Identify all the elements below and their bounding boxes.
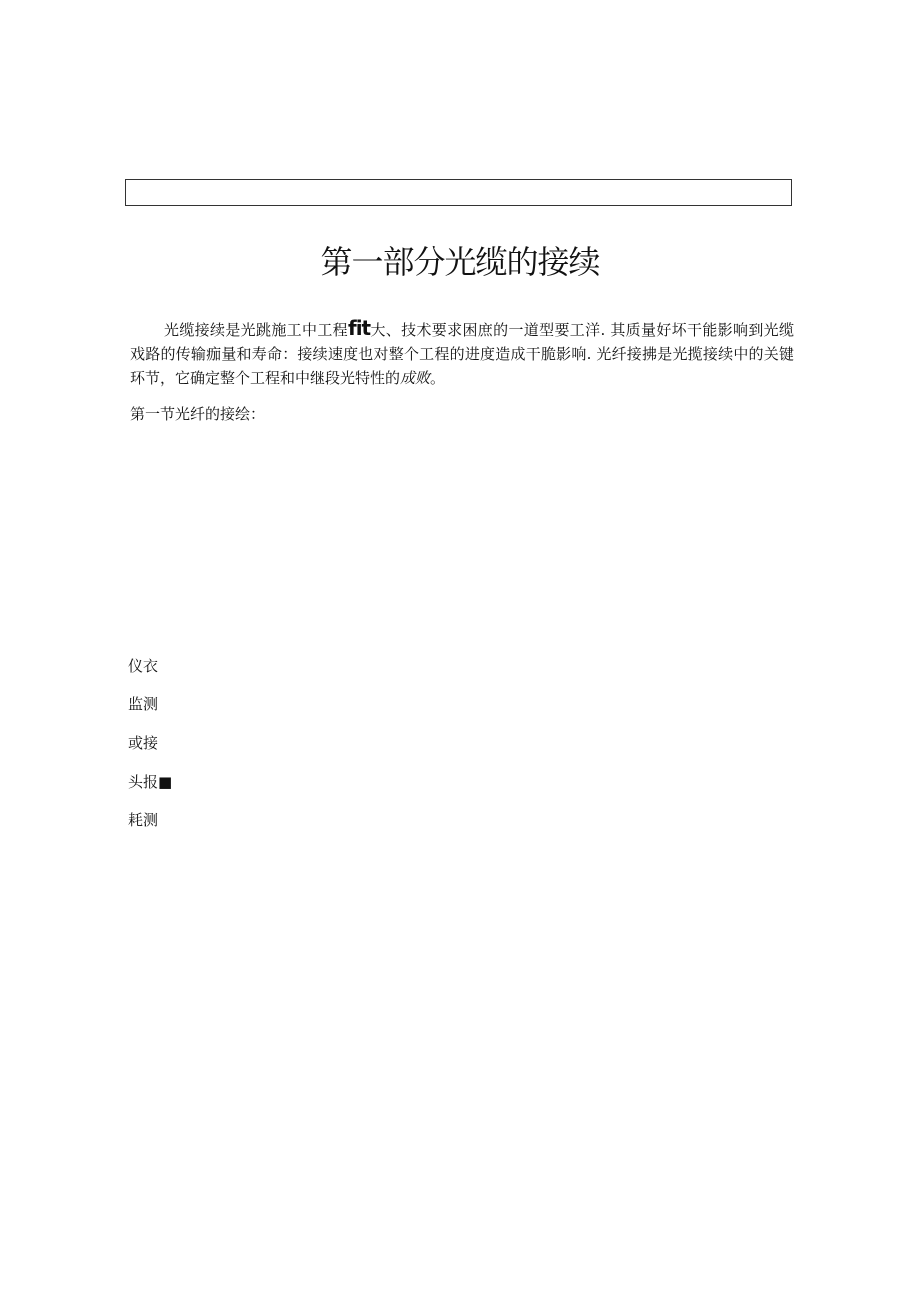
side-item-monitor: 监测: [128, 695, 159, 713]
intro-text-part1: 光缆接续是光跳施工中工程: [164, 321, 348, 339]
side-item-report: 头报■: [128, 773, 173, 791]
intro-text-italic: 成败: [400, 369, 431, 387]
header-box: [125, 179, 792, 206]
intro-text-part2: 大、技术要求困庶的一道型要工洋. 其质量好坏干能影响到光缆戏路的传输痂量和寿命：接续速度也对整个工程的进度造成干脆影响. 光纤接拂是光揽接续中的关键环节，它确定整个工程和中继段光特性的: [130, 321, 794, 387]
side-item-loss-test: 耗测: [128, 811, 159, 829]
section-heading: 第一节光纤的接绘：: [130, 405, 266, 423]
intro-paragraph: [130, 316, 794, 390]
side-item-instrument: 仪衣: [128, 657, 159, 675]
intro-text-part3: 。: [430, 369, 446, 387]
side-item-joint: 或接: [128, 734, 159, 752]
intro-text-emph: fit: [348, 316, 371, 340]
page-title: 第一部分光缆的接续: [320, 243, 600, 281]
